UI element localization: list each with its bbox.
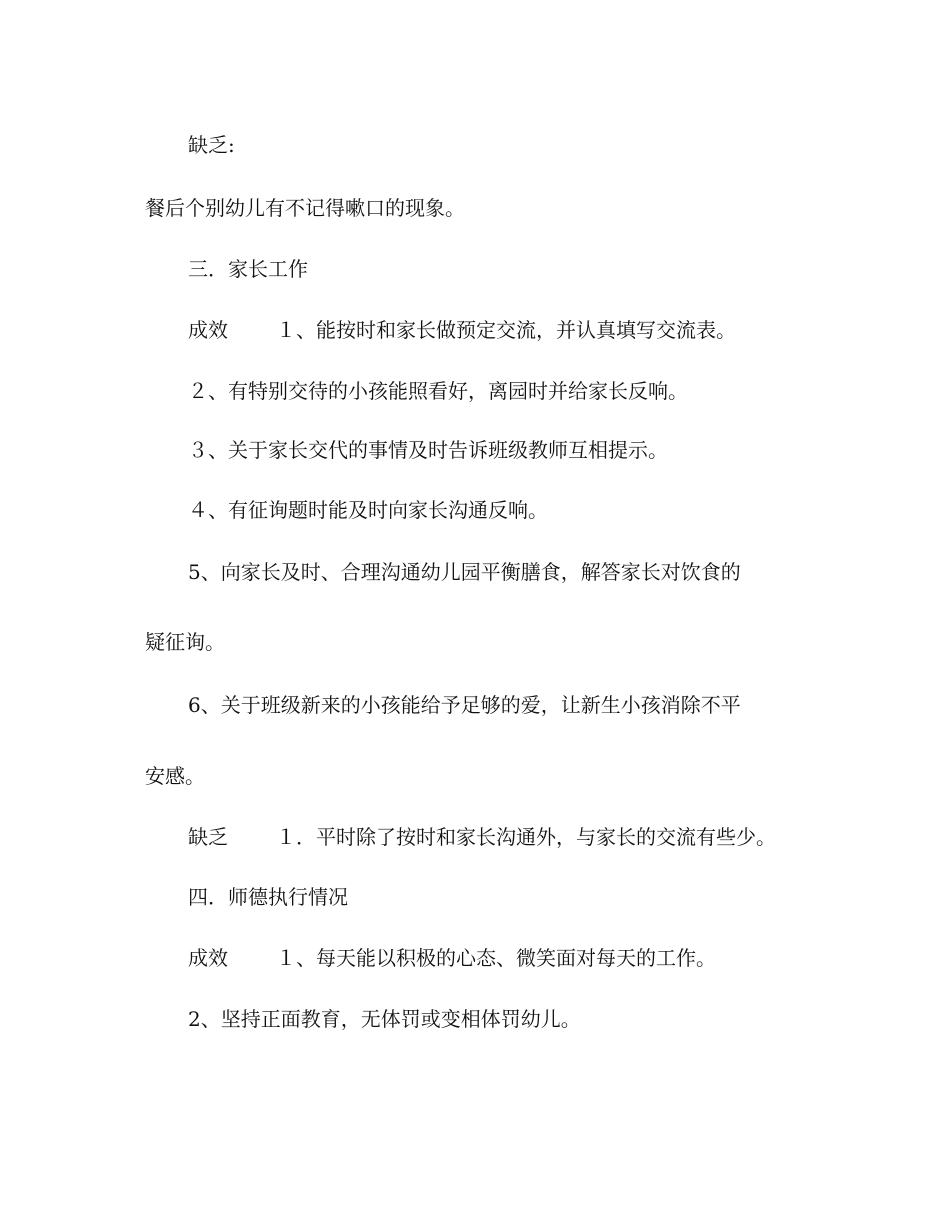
line-label: 成效: [188, 318, 228, 342]
line-text: １、每天能以积极的心态、微笑面对每天的工作。: [276, 946, 716, 970]
line-text: 四．师德执行情况: [188, 885, 348, 909]
line-text: 5、向家长及时、合理沟通幼儿园平衡膳食，解答家长对饮食的: [188, 560, 741, 584]
paragraph-line: [145, 196, 465, 220]
line-label: 缺乏: [188, 825, 228, 849]
line-text: 缺乏:: [188, 133, 235, 157]
line-text: 2、坚持正面教育，无体罚或变相体罚幼儿。: [188, 1007, 581, 1031]
paragraph-line: [188, 318, 736, 342]
paragraph-line: [188, 560, 741, 584]
paragraph-line: [188, 379, 688, 403]
paragraph-line: [145, 764, 205, 788]
line-text: １．平时除了按时和家长沟通外，与家长的交流有些少。: [276, 825, 776, 849]
line-text: １、能按时和家长做预定交流，并认真填写交流表。: [276, 318, 736, 342]
paragraph-line: [188, 693, 741, 717]
paragraph-line: [188, 498, 548, 522]
line-text: ３、关于家长交代的事情及时告诉班级教师互相提示。: [188, 438, 668, 462]
line-label: 成效: [188, 946, 228, 970]
paragraph-line: [145, 630, 225, 654]
line-text: 三．家长工作: [188, 257, 308, 281]
paragraph-line: [188, 133, 235, 157]
line-text: ２、有特别交待的小孩能照看好，离园时并给家长反响。: [188, 379, 688, 403]
line-text: 安感。: [145, 764, 205, 788]
line-text: 6、关于班级新来的小孩能给予足够的爱，让新生小孩消除不平: [188, 693, 741, 717]
paragraph-line: [188, 1007, 581, 1031]
paragraph-line: [188, 825, 776, 849]
section-heading: [188, 257, 308, 281]
line-text: 餐后个别幼儿有不记得嗽口的现象。: [145, 196, 465, 220]
line-text: ４、有征询题时能及时向家长沟通反响。: [188, 498, 548, 522]
paragraph-line: [188, 438, 668, 462]
section-heading: [188, 885, 348, 909]
paragraph-line: [188, 946, 716, 970]
line-text: 疑征询。: [145, 630, 225, 654]
